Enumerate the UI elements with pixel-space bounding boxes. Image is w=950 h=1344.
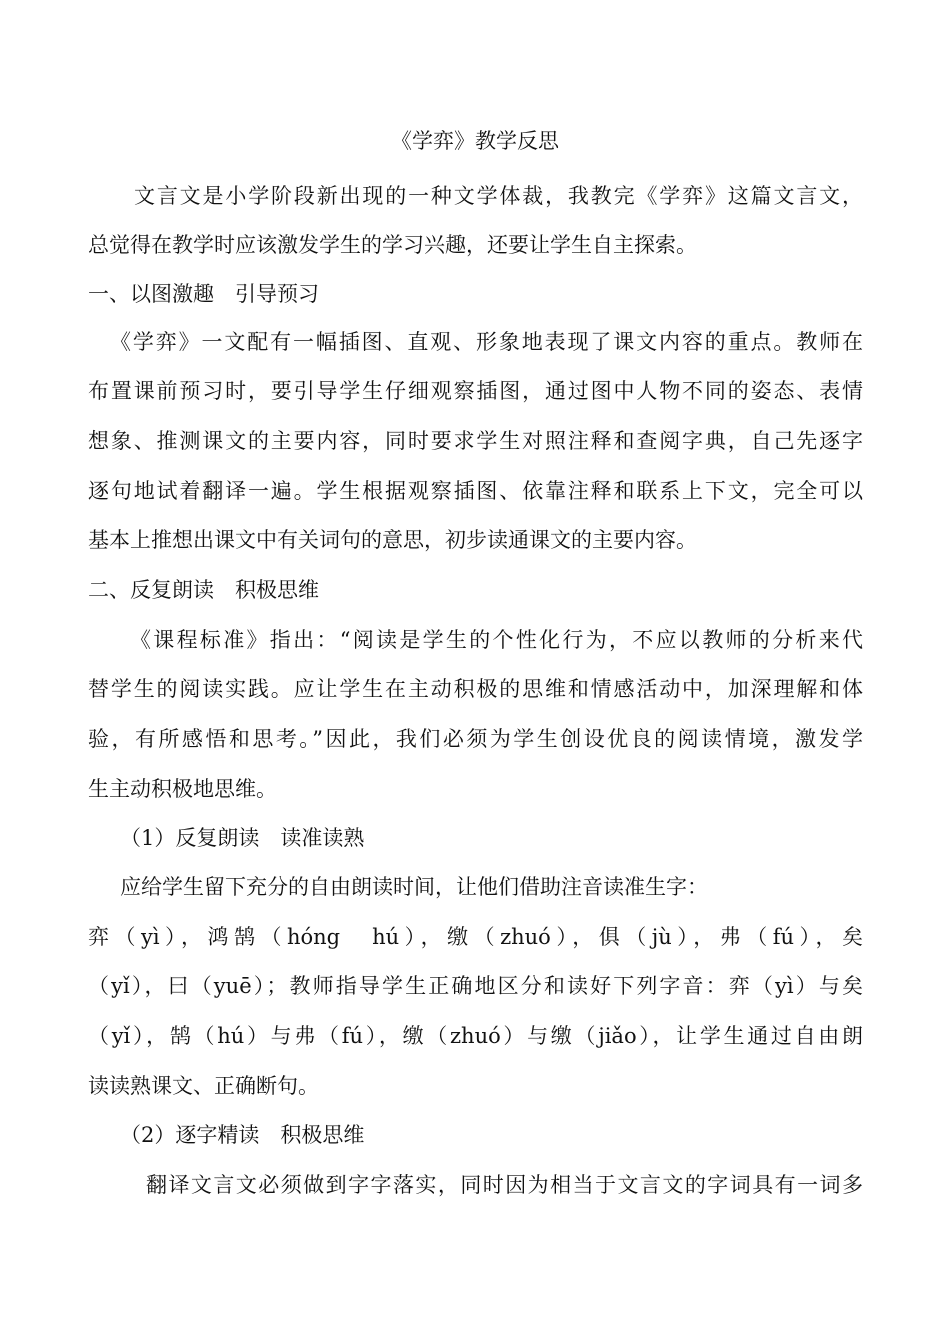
paragraph-line: （yǐ），曰（yuē）；教师指导学生正确地区分和读好下列字音：弈（yì）与矣 [88,974,863,998]
subsection-heading: （1）反复朗读 读准读熟 [120,826,365,850]
paragraph-line: 应给学生留下充分的自由朗读时间，让他们借助注音读准生字： [120,875,708,899]
paragraph-line: 《课程标准》指出：“阅读是学生的个性化行为，不应以教师的分析来代 [130,628,863,652]
paragraph-line: （yǐ），鹄（hú）与弗（fú），缴（zhuó）与缴（jiǎo），让学生通过自由朗 [88,1024,863,1048]
subsection-heading: （2）逐字精读 积极思维 [120,1123,365,1147]
section-heading: 一、以图激趣 引导预习 [88,282,319,306]
paragraph-line: 《学弈》一文配有一幅插图、直观、形象地表现了课文内容的重点。教师在 [110,330,863,354]
paragraph-line: 布置课前预习时，要引导学生仔细观察插图，通过图中人物不同的姿态、表情 [88,379,863,403]
paragraph-line: 验，有所感悟和思考。”因此，我们必须为学生创设优良的阅读情境，激发学 [88,727,863,751]
paragraph-line: 弈（yì），鸿鹄（hóng hú），缴（zhuó），俱（jù），弗（fú），矣 [88,925,863,949]
section-heading: 二、反复朗读 积极思维 [88,578,319,602]
paragraph-line: 翻译文言文必须做到字字落实，同时因为相当于文言文的字词具有一词多 [146,1173,863,1197]
paragraph-line: 替学生的阅读实践。应让学生在主动积极的思维和情感活动中，加深理解和体 [88,677,863,701]
document-title: 《学弈》教学反思 [391,129,559,153]
paragraph-line: 生主动积极地思维。 [88,777,277,801]
paragraph-line: 逐句地试着翻译一遍。学生根据观察插图、依靠注释和联系上下文，完全可以 [88,479,863,503]
paragraph-line: 想象、推测课文的主要内容，同时要求学生对照注释和查阅字典，自己先逐字 [88,429,863,453]
paragraph-line: 总觉得在教学时应该激发学生的学习兴趣，还要让学生自主探索。 [88,233,697,257]
paragraph-line: 文言文是小学阶段新出现的一种文学体裁，我教完《学弈》这篇文言文， [134,184,863,208]
paragraph-line: 读读熟课文、正确断句。 [88,1074,319,1098]
paragraph-line: 基本上推想出课文中有关词句的意思，初步读通课文的主要内容。 [88,528,697,552]
